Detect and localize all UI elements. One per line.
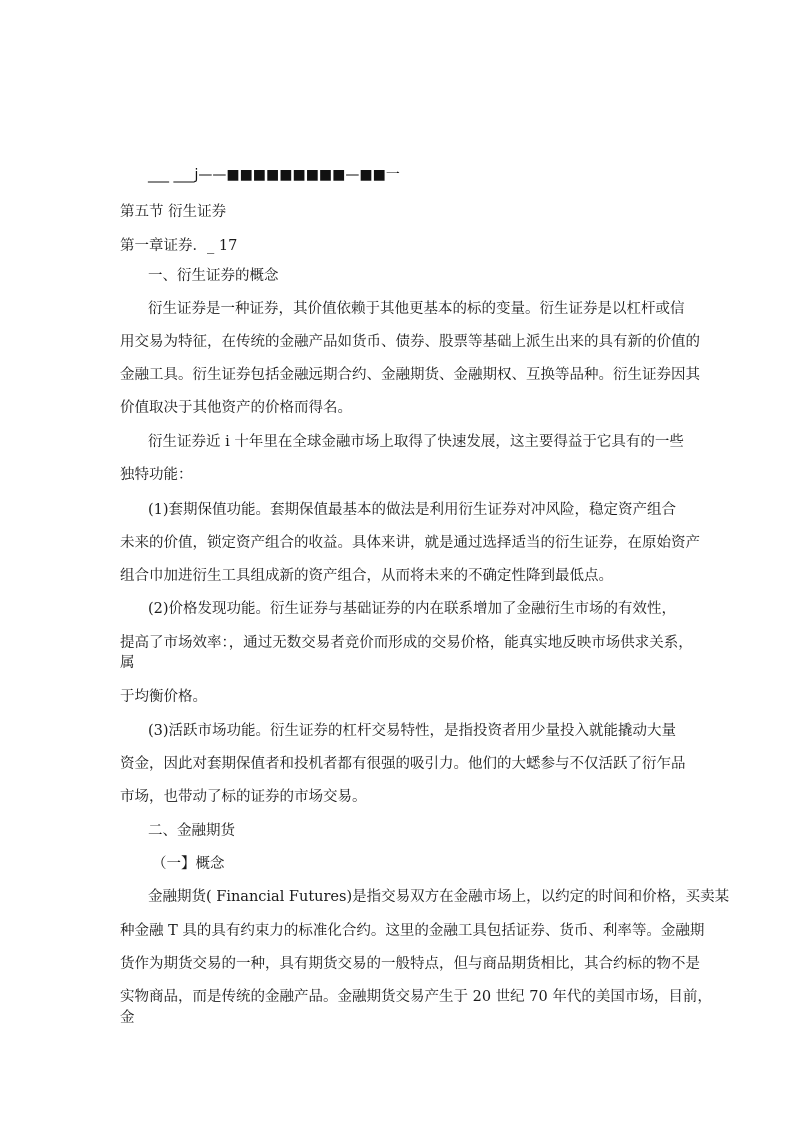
paragraph-line: (2)价格发现功能。衍生证券与基础证券的内在联系增加了金融衍生市场的有效性，: [148, 601, 677, 617]
paragraph-line: 金融期货( Financial Futures)是指交易双方在金融市场上，以约定的时间和价格，买卖某: [148, 889, 730, 905]
paragraph-line: 于均衡价格。: [120, 689, 207, 705]
paragraph-line: 未来的价值，锁定资产组合的收益。具体来讲，就是通过选择适当的衍生证券，在原始资产: [120, 535, 700, 551]
paragraph-line: 属: [120, 655, 135, 671]
paragraph-line: 货作为期货交易的一种，具有期货交易的一般特点，但与商品期货相比，其合约标的物不是: [120, 956, 700, 972]
subheading: （一】概念: [152, 856, 225, 872]
chapter-reference: 第一章证券．_ 17: [120, 238, 238, 254]
subheading: 一、衍生证券的概念: [148, 268, 279, 284]
paragraph-line: 价值取决于其他资产的价格而得名。: [120, 400, 352, 416]
paragraph-line: (3)活跃市场功能。衍生证券的杠杆交易特性，是指投资者用少量投入就能撬动大量: [148, 723, 677, 739]
paragraph-line: 衍生证券近 i 十年里在全球金融市场上取得了快速发展，这主要得益于它具有的一些: [148, 434, 684, 450]
paragraph-line: 独特功能：: [120, 467, 193, 483]
paragraph-line: 金融工具。衍生证券包括金融远期合约、金融期货、金融期权、互换等品种。衍生证券因其: [120, 367, 700, 383]
paragraph-line: 组合巾加进衍生工具组成新的资产组合，从而将未来的不确定性降到最低点。: [120, 568, 613, 584]
section-title: 第五节 衍生证券: [120, 204, 227, 220]
paragraph-line: 资金，因此对套期保值者和投机者都有很强的吸引力。他们的大蟋参与不仅活跃了衍乍品: [120, 756, 686, 772]
subheading: 二、金融期货: [148, 823, 235, 839]
paragraph-line: 实物商品，而是传统的金融产品。金融期货交易产生于 20 世纪 70 年代的美国市场，目前，: [120, 989, 712, 1005]
paragraph-line: 用交易为特征，在传统的金融产品如货币、债券、股票等基础上派生出来的具有新的价值的: [120, 334, 700, 350]
paragraph-line: 种金融 T 具的具有约束力的标准化合约。这里的金融工具包括证券、货币、利率等。金融期: [120, 923, 705, 939]
paragraph-line: 市场，也带动了标的证券的市场交易。: [120, 789, 367, 805]
paragraph-line: 提高了市场效率：，通过无数交易者竞价而形成的交易价格，能真实地反映市场供求关系，: [120, 635, 693, 651]
header-decoration: ___ ___j——■■■■■■■■■—■■一: [148, 167, 400, 183]
paragraph-line: 衍生证券是一种证券，其价值依赖于其他更基本的标的变量。衍生证券是以杠杆或信: [148, 301, 685, 317]
paragraph-line: 金: [120, 1010, 135, 1026]
paragraph-line: (1)套期保值功能。套期保值最基本的做法是利用衍生证券对冲风险，稳定资产组合: [148, 502, 677, 518]
